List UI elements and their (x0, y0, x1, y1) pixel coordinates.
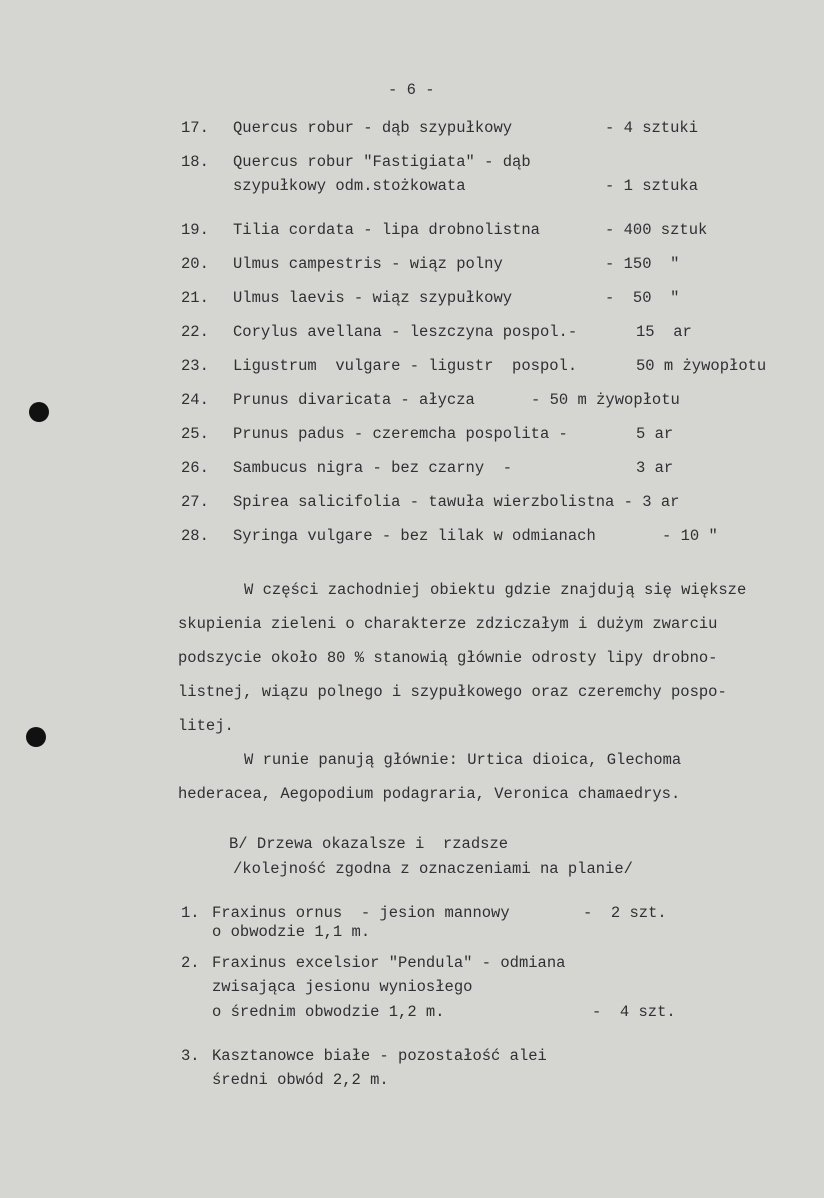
paragraph-line: listnej, wiązu polnego i szypułkowego oraz czeremchy pospo- (178, 683, 727, 701)
list-item-text: Corylus avellana - leszczyna pospol.- (233, 323, 578, 341)
tree-item-qty: - 4 szt. (592, 1003, 676, 1021)
page-number: - 6 - (388, 81, 435, 99)
list-item-number: 26. (181, 459, 209, 477)
list-item-text: Quercus robur "Fastigiata" - dąb (233, 153, 531, 171)
list-item-text: Prunus padus - czeremcha pospolita - (233, 425, 568, 443)
list-item-qty: - 50 " (605, 289, 680, 307)
list-item-qty: - 1 sztuka (605, 177, 699, 195)
list-item-text: Ulmus campestris - wiąz polny (233, 255, 503, 273)
paragraph-line: hederacea, Aegopodium podagraria, Veronica chamaedrys. (178, 785, 681, 803)
tree-item-line: o średnim obwodzie 1,2 m. (212, 1003, 445, 1021)
list-item-text: Prunus divaricata - ałycza (233, 391, 475, 409)
tree-item-line: Fraxinus ornus - jesion mannowy (212, 904, 510, 922)
paragraph-line: W runie panują głównie: Urtica dioica, Glechoma (244, 751, 682, 769)
paragraph-line: W części zachodniej obiektu gdzie znajdują się większe (244, 581, 747, 599)
list-item-text: Sambucus nigra - bez czarny - (233, 459, 513, 477)
list-item-number: 25. (181, 425, 209, 443)
tree-item-line: Kasztanowce białe - pozostałość alei (212, 1047, 547, 1065)
tree-item-line: o obwodzie 1,1 m. (212, 923, 371, 941)
list-item-qty: 5 ar (636, 425, 674, 443)
list-item-number: 20. (181, 255, 209, 273)
list-item-qty: - 10 " (662, 527, 718, 545)
list-item-text: Tilia cordata - lipa drobnolistna (233, 221, 540, 239)
tree-item-qty: - 2 szt. (583, 904, 667, 922)
list-item-qty: - 50 m żywopłotu (531, 391, 680, 409)
list-item-number: 22. (181, 323, 209, 341)
punch-hole-bottom (26, 727, 46, 747)
list-item-number: 21. (181, 289, 209, 307)
list-item-text: Quercus robur - dąb szypułkowy (233, 119, 513, 137)
list-item-qty: 15 ar (636, 323, 692, 341)
list-item-qty: - 400 sztuk (605, 221, 708, 239)
paragraph-line: skupienia zieleni o charakterze zdziczałym i dużym zwarciu (178, 615, 718, 633)
list-item-qty: - 4 sztuki (605, 119, 699, 137)
section-subheading: /kolejność zgodna z oznaczeniami na planie/ (233, 860, 633, 878)
tree-item-line: średni obwód 2,2 m. (212, 1071, 389, 1089)
list-item-text: Spirea salicifolia - tawuła wierzbolistna - 3 ar (233, 493, 680, 511)
list-item-number: 19. (181, 221, 209, 239)
list-item-qty: 3 ar (636, 459, 674, 477)
list-item-number: 28. (181, 527, 209, 545)
list-item-number: 17. (181, 119, 209, 137)
list-item-number: 24. (181, 391, 209, 409)
punch-hole-top (29, 402, 49, 422)
list-item-qty: - 150 " (605, 255, 680, 273)
tree-item-number: 2. (181, 954, 200, 972)
list-item-text: Syringa vulgare - bez lilak w odmianach (233, 527, 596, 545)
tree-item-line: zwisająca jesionu wyniosłego (212, 978, 473, 996)
tree-item-line: Fraxinus excelsior "Pendula" - odmiana (212, 954, 566, 972)
list-item-qty: 50 m żywopłotu (636, 357, 767, 375)
tree-item-number: 3. (181, 1047, 200, 1065)
list-item-text: Ulmus laevis - wiąz szypułkowy (233, 289, 513, 307)
list-item-text: Ligustrum vulgare - ligustr pospol. (233, 357, 578, 375)
list-item-number: 23. (181, 357, 209, 375)
tree-item-number: 1. (181, 904, 200, 922)
list-item-text-continued: szypułkowy odm.stożkowata (233, 177, 466, 195)
list-item-number: 27. (181, 493, 209, 511)
paragraph-line: podszycie około 80 % stanowią głównie odrosty lipy drobno- (178, 649, 718, 667)
list-item-number: 18. (181, 153, 209, 171)
section-heading: B/ Drzewa okazalsze i rzadsze (229, 835, 509, 853)
paragraph-line: litej. (178, 717, 234, 735)
